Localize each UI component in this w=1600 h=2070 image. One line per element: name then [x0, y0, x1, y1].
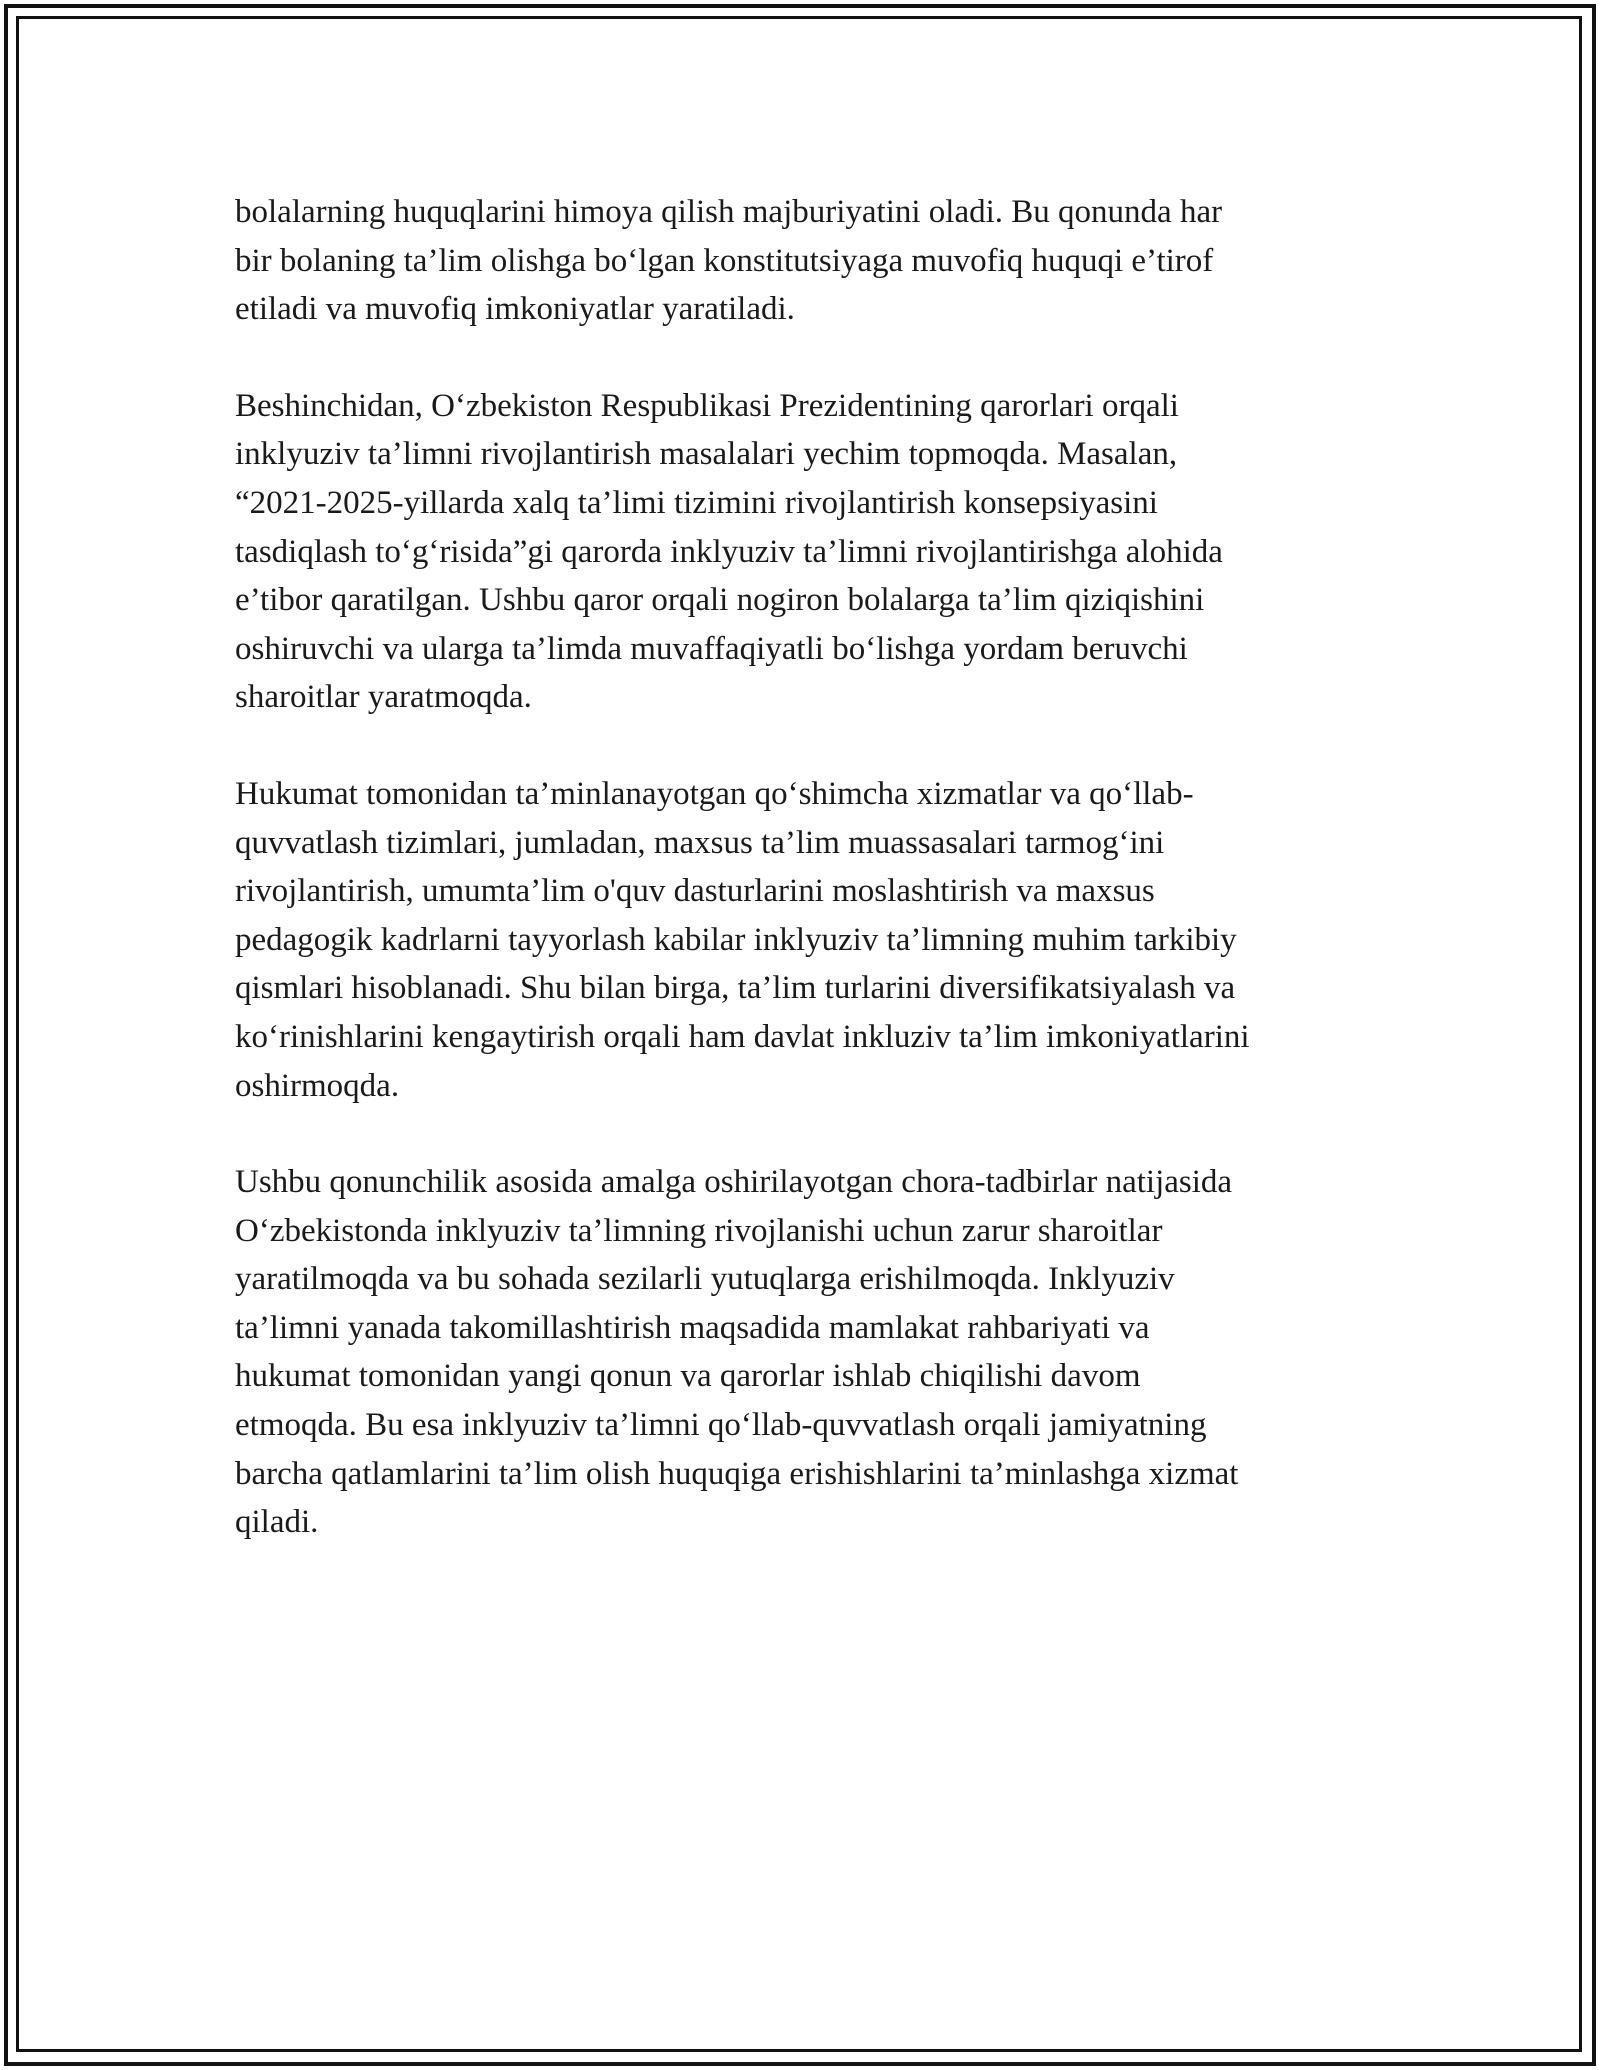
- paragraph-4: Ushbu qonunchilik asosida amalga oshirilayotgan chora-tadbirlar natijasida O‘zbekistonda inklyuziv ta’limning rivojlanishi uchun zarur sharoitlar yaratilmoqda va bu sohada sezilarli yutuqlarga erishilmoqda. Inklyuziv ta’limni yanada takomillashtirish maqsadida mamlakat rahbariyati va hukumat tomonidan yangi qonun va qarorlar ishlab chiqilishi davom etmoqda. Bu esa inklyuziv ta’limni qo‘llab-quvvatlash orqali jamiyatning barcha qatlamlarini ta’lim olish huquqiga erishishlarini ta’minlashga xizmat qiladi.: [235, 1164, 1239, 1541]
- paragraph-3: Hukumat tomonidan ta’minlanayotgan qo‘shimcha xizmatlar va qo‘llab- quvvatlash tizimlari, jumladan, maxsus ta’lim muassasalari tarmog‘ini rivojlantirish, umumta’lim o'quv dasturlarini moslashtirish va maxsus pedagogik kadrlarni tayyorlash kabilar inklyuziv ta’limning muhim tarkibiy qismlari hisoblanadi. Shu bilan birga, ta’lim turlarini diversifikatsiyalash va ko‘rinishlarini kengaytirish orqali ham davlat inkluziv ta’lim imkoniyatlarini oshirmoqda.: [235, 775, 1250, 1104]
- document-body: [235, 188, 1375, 1595]
- paragraph-1: bolalarning huquqlarini himoya qilish majburiyatini oladi. Bu qonunda har bir bolaning ta’lim olishga bo‘lgan konstitutsiyaga muvofiq huquqi e’tirof etiladi va muvofiq imkoniyatlar yaratiladi.: [235, 194, 1223, 328]
- paragraph-2: Beshinchidan, O‘zbekiston Respublikasi Prezidentining qarorlari orqali inklyuziv ta’limni rivojlantirish masalalari yechim topmoqda. Masalan, “2021-2025-yillarda xalq ta’limi tizimini rivojlantirish konsepsiyasini tasdiqlash to‘g‘risida”gi qarorda inklyuziv ta’limni rivojlantirishga alohida e’tibor qaratilgan. Ushbu qaror orqali nogiron bolalarga ta’lim qiziqishini oshiruvchi va ularga ta’limda muvaffaqiyatli bo‘lishga yordam beruvchi sharoitlar yaratmoqda.: [235, 387, 1223, 716]
